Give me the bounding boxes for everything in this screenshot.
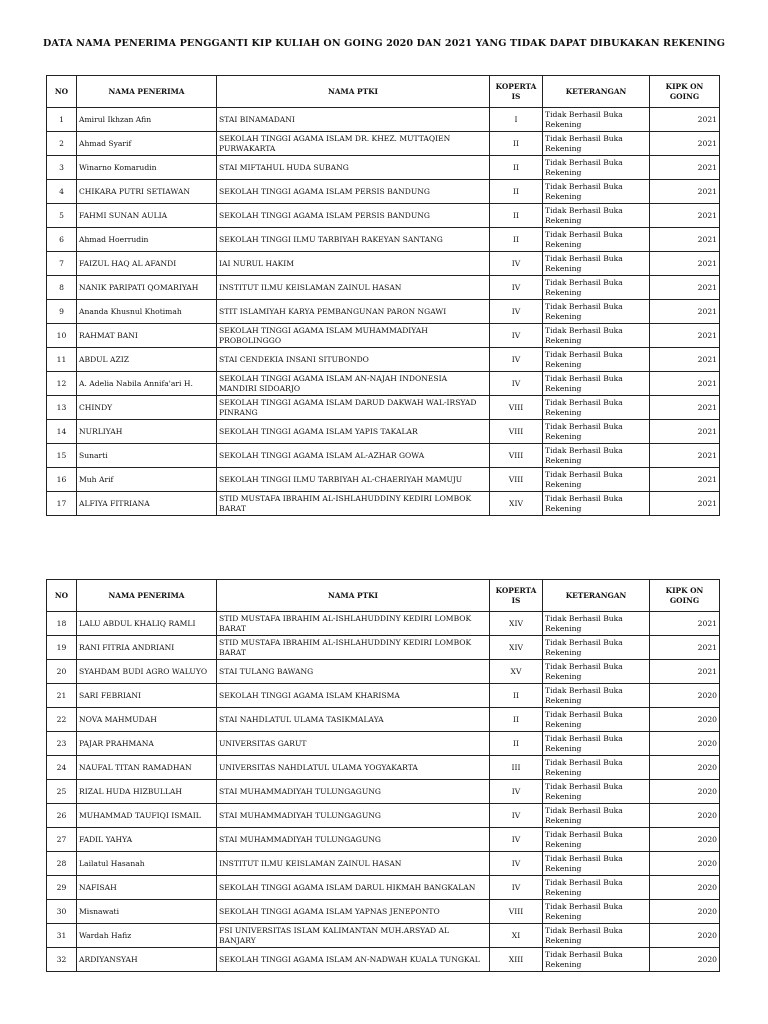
- table-row: [47, 108, 720, 132]
- cell-nama-penerima: Amirul Ikhzan Afin: [77, 108, 217, 132]
- cell-keterangan: Tidak Berhasil Buka Rekening: [543, 756, 650, 780]
- header-kipk-on-going: KIPK ON GOING: [650, 76, 720, 108]
- header-kopertais: KOPERTA IS: [490, 76, 543, 108]
- table-row: [47, 444, 720, 468]
- cell-nama-ptki: STID MUSTAFA IBRAHIM AL-ISHLAHUDDINY KEDIRI LOMBOK BARAT: [217, 492, 490, 516]
- cell-kopertais: XIV: [490, 492, 543, 516]
- table-row: [47, 948, 720, 972]
- cell-kipk-year: 2020: [650, 756, 720, 780]
- cell-keterangan: Tidak Berhasil Buka Rekening: [543, 276, 650, 300]
- cell-no: 18: [47, 612, 77, 636]
- header-nama-penerima: NAMA PENERIMA: [77, 76, 217, 108]
- cell-nama-ptki: STAI MUHAMMADIYAH TULUNGAGUNG: [217, 828, 490, 852]
- cell-kipk-year: 2021: [650, 660, 720, 684]
- cell-no: 24: [47, 756, 77, 780]
- cell-kipk-year: 2021: [650, 372, 720, 396]
- table-row: [47, 252, 720, 276]
- cell-kipk-year: 2021: [650, 468, 720, 492]
- header-kipk-on-going: KIPK ON GOING: [650, 580, 720, 612]
- cell-no: 17: [47, 492, 77, 516]
- cell-kopertais: XIV: [490, 636, 543, 660]
- cell-nama-ptki: SEKOLAH TINGGI AGAMA ISLAM AN-NAJAH INDONESIA MANDIRI SIDOARJO: [217, 372, 490, 396]
- cell-nama-penerima: NANIK PARIPATI QOMARIYAH: [77, 276, 217, 300]
- cell-kopertais: II: [490, 156, 543, 180]
- cell-no: 25: [47, 780, 77, 804]
- cell-no: 21: [47, 684, 77, 708]
- cell-kipk-year: 2020: [650, 900, 720, 924]
- cell-kipk-year: 2021: [650, 156, 720, 180]
- cell-nama-ptki: SEKOLAH TINGGI AGAMA ISLAM PERSIS BANDUNG: [217, 204, 490, 228]
- header-nama-ptki: NAMA PTKI: [217, 76, 490, 108]
- cell-nama-ptki: STAI TULANG BAWANG: [217, 660, 490, 684]
- cell-no: 1: [47, 108, 77, 132]
- table-row: [47, 636, 720, 660]
- cell-nama-penerima: CHINDY: [77, 396, 217, 420]
- cell-kopertais: IV: [490, 828, 543, 852]
- cell-keterangan: Tidak Berhasil Buka Rekening: [543, 780, 650, 804]
- cell-no: 7: [47, 252, 77, 276]
- cell-nama-penerima: ABDUL AZIZ: [77, 348, 217, 372]
- cell-kopertais: VIII: [490, 444, 543, 468]
- cell-nama-penerima: Sunarti: [77, 444, 217, 468]
- cell-no: 23: [47, 732, 77, 756]
- header-nama-penerima: NAMA PENERIMA: [77, 580, 217, 612]
- cell-kipk-year: 2021: [650, 348, 720, 372]
- cell-kipk-year: 2021: [650, 444, 720, 468]
- cell-keterangan: Tidak Berhasil Buka Rekening: [543, 396, 650, 420]
- cell-kipk-year: 2021: [650, 420, 720, 444]
- cell-kopertais: IV: [490, 876, 543, 900]
- cell-no: 12: [47, 372, 77, 396]
- cell-keterangan: Tidak Berhasil Buka Rekening: [543, 228, 650, 252]
- cell-kipk-year: 2020: [650, 828, 720, 852]
- cell-nama-ptki: SEKOLAH TINGGI AGAMA ISLAM KHARISMA: [217, 684, 490, 708]
- cell-keterangan: Tidak Berhasil Buka Rekening: [543, 468, 650, 492]
- cell-no: 32: [47, 948, 77, 972]
- cell-nama-penerima: Wardah Hafiz: [77, 924, 217, 948]
- cell-kipk-year: 2020: [650, 876, 720, 900]
- table-row: [47, 756, 720, 780]
- cell-nama-ptki: SEKOLAH TINGGI ILMU TARBIYAH AL-CHAERIYAH MAMUJU: [217, 468, 490, 492]
- table-row: [47, 228, 720, 252]
- cell-nama-ptki: SEKOLAH TINGGI AGAMA ISLAM AL-AZHAR GOWA: [217, 444, 490, 468]
- cell-no: 6: [47, 228, 77, 252]
- cell-nama-penerima: LALU ABDUL KHALIQ RAMLI: [77, 612, 217, 636]
- cell-nama-penerima: SYAHDAM BUDI AGRO WALUYO: [77, 660, 217, 684]
- cell-nama-ptki: UNIVERSITAS GARUT: [217, 732, 490, 756]
- cell-keterangan: Tidak Berhasil Buka Rekening: [543, 492, 650, 516]
- header-nama-ptki: NAMA PTKI: [217, 580, 490, 612]
- cell-nama-ptki: STAI MIFTAHUL HUDA SUBANG: [217, 156, 490, 180]
- cell-kopertais: IV: [490, 252, 543, 276]
- cell-nama-penerima: A. Adelia Nabila Annifa'ari H.: [77, 372, 217, 396]
- cell-no: 11: [47, 348, 77, 372]
- cell-kipk-year: 2020: [650, 852, 720, 876]
- table-row: [47, 300, 720, 324]
- cell-no: 29: [47, 876, 77, 900]
- recipients-table-1: [46, 75, 720, 516]
- table-row: [47, 924, 720, 948]
- cell-kopertais: VIII: [490, 420, 543, 444]
- cell-kopertais: XI: [490, 924, 543, 948]
- cell-kopertais: VIII: [490, 900, 543, 924]
- cell-nama-ptki: FSI UNIVERSITAS ISLAM KALIMANTAN MUH.ARSYAD AL BANJARY: [217, 924, 490, 948]
- cell-kopertais: II: [490, 204, 543, 228]
- cell-kipk-year: 2020: [650, 780, 720, 804]
- cell-nama-ptki: STIT ISLAMIYAH KARYA PEMBANGUNAN PARON NGAWI: [217, 300, 490, 324]
- table-row: [47, 612, 720, 636]
- cell-kipk-year: 2021: [650, 252, 720, 276]
- cell-nama-penerima: FADIL YAHYA: [77, 828, 217, 852]
- table-row: [47, 492, 720, 516]
- cell-nama-ptki: SEKOLAH TINGGI AGAMA ISLAM DARUD DAKWAH WAL-IRSYAD PINRANG: [217, 396, 490, 420]
- cell-no: 27: [47, 828, 77, 852]
- cell-nama-penerima: ARDIYANSYAH: [77, 948, 217, 972]
- cell-nama-penerima: NOVA MAHMUDAH: [77, 708, 217, 732]
- cell-nama-penerima: Misnawati: [77, 900, 217, 924]
- cell-no: 10: [47, 324, 77, 348]
- cell-nama-penerima: RAHMAT BANI: [77, 324, 217, 348]
- table-row: [47, 804, 720, 828]
- cell-nama-penerima: RIZAL HUDA HIZBULLAH: [77, 780, 217, 804]
- cell-nama-ptki: UNIVERSITAS NAHDLATUL ULAMA YOGYAKARTA: [217, 756, 490, 780]
- cell-no: 26: [47, 804, 77, 828]
- cell-keterangan: Tidak Berhasil Buka Rekening: [543, 732, 650, 756]
- cell-kopertais: I: [490, 108, 543, 132]
- cell-nama-penerima: PAJAR PRAHMANA: [77, 732, 217, 756]
- cell-keterangan: Tidak Berhasil Buka Rekening: [543, 348, 650, 372]
- cell-keterangan: Tidak Berhasil Buka Rekening: [543, 804, 650, 828]
- cell-keterangan: Tidak Berhasil Buka Rekening: [543, 444, 650, 468]
- cell-nama-ptki: INSTITUT ILMU KEISLAMAN ZAINUL HASAN: [217, 852, 490, 876]
- cell-keterangan: Tidak Berhasil Buka Rekening: [543, 660, 650, 684]
- cell-keterangan: Tidak Berhasil Buka Rekening: [543, 132, 650, 156]
- cell-no: 28: [47, 852, 77, 876]
- cell-no: 19: [47, 636, 77, 660]
- cell-kipk-year: 2021: [650, 180, 720, 204]
- header-no: NO: [47, 580, 77, 612]
- header-keterangan: KETERANGAN: [543, 76, 650, 108]
- cell-nama-ptki: STAI MUHAMMADIYAH TULUNGAGUNG: [217, 780, 490, 804]
- cell-kipk-year: 2021: [650, 276, 720, 300]
- cell-kopertais: II: [490, 132, 543, 156]
- cell-kipk-year: 2020: [650, 708, 720, 732]
- cell-kopertais: III: [490, 756, 543, 780]
- cell-kopertais: IV: [490, 276, 543, 300]
- cell-kipk-year: 2021: [650, 204, 720, 228]
- cell-no: 3: [47, 156, 77, 180]
- table-row: [47, 156, 720, 180]
- cell-kopertais: II: [490, 708, 543, 732]
- cell-nama-penerima: Ananda Khusnul Khotimah: [77, 300, 217, 324]
- table-body-2: [47, 612, 720, 972]
- table-row: [47, 660, 720, 684]
- cell-no: 16: [47, 468, 77, 492]
- table-row: [47, 204, 720, 228]
- cell-keterangan: Tidak Berhasil Buka Rekening: [543, 324, 650, 348]
- cell-nama-ptki: SEKOLAH TINGGI AGAMA ISLAM PERSIS BANDUNG: [217, 180, 490, 204]
- header-kopertais: KOPERTA IS: [490, 580, 543, 612]
- cell-kopertais: XV: [490, 660, 543, 684]
- cell-kopertais: IV: [490, 804, 543, 828]
- cell-no: 22: [47, 708, 77, 732]
- cell-kipk-year: 2020: [650, 924, 720, 948]
- cell-nama-ptki: STAI NAHDLATUL ULAMA TASIKMALAYA: [217, 708, 490, 732]
- cell-keterangan: Tidak Berhasil Buka Rekening: [543, 108, 650, 132]
- cell-keterangan: Tidak Berhasil Buka Rekening: [543, 420, 650, 444]
- cell-keterangan: Tidak Berhasil Buka Rekening: [543, 852, 650, 876]
- cell-kipk-year: 2020: [650, 684, 720, 708]
- cell-kipk-year: 2021: [650, 492, 720, 516]
- cell-nama-ptki: SEKOLAH TINGGI AGAMA ISLAM AN-NADWAH KUALA TUNGKAL: [217, 948, 490, 972]
- cell-nama-ptki: SEKOLAH TINGGI AGAMA ISLAM DARUL HIKMAH BANGKALAN: [217, 876, 490, 900]
- table-row: [47, 708, 720, 732]
- table-row: [47, 900, 720, 924]
- cell-nama-penerima: SARI FEBRIANI: [77, 684, 217, 708]
- cell-nama-penerima: Lailatul Hasanah: [77, 852, 217, 876]
- cell-kopertais: IV: [490, 348, 543, 372]
- cell-nama-penerima: NURLIYAH: [77, 420, 217, 444]
- cell-keterangan: Tidak Berhasil Buka Rekening: [543, 180, 650, 204]
- cell-keterangan: Tidak Berhasil Buka Rekening: [543, 924, 650, 948]
- cell-kipk-year: 2021: [650, 108, 720, 132]
- cell-nama-ptki: STID MUSTAFA IBRAHIM AL-ISHLAHUDDINY KEDIRI LOMBOK BARAT: [217, 612, 490, 636]
- cell-keterangan: Tidak Berhasil Buka Rekening: [543, 300, 650, 324]
- cell-keterangan: Tidak Berhasil Buka Rekening: [543, 708, 650, 732]
- cell-keterangan: Tidak Berhasil Buka Rekening: [543, 156, 650, 180]
- cell-nama-ptki: SEKOLAH TINGGI AGAMA ISLAM YAPNAS JENEPONTO: [217, 900, 490, 924]
- cell-keterangan: Tidak Berhasil Buka Rekening: [543, 948, 650, 972]
- table-row: [47, 732, 720, 756]
- cell-nama-penerima: NAUFAL TITAN RAMADHAN: [77, 756, 217, 780]
- cell-no: 30: [47, 900, 77, 924]
- cell-nama-penerima: Muh Arif: [77, 468, 217, 492]
- cell-kipk-year: 2021: [650, 300, 720, 324]
- cell-no: 15: [47, 444, 77, 468]
- cell-keterangan: Tidak Berhasil Buka Rekening: [543, 204, 650, 228]
- table-row: [47, 828, 720, 852]
- cell-kopertais: XIV: [490, 612, 543, 636]
- cell-kipk-year: 2021: [650, 324, 720, 348]
- table-row: [47, 420, 720, 444]
- cell-kipk-year: 2021: [650, 612, 720, 636]
- cell-kopertais: VIII: [490, 396, 543, 420]
- document-title: DATA NAMA PENERIMA PENGGANTI KIP KULIAH ON GOING 2020 DAN 2021 YANG TIDAK DAPAT DIBUKAKAN REKENING: [42, 38, 726, 49]
- table-body-1: [47, 108, 720, 516]
- cell-no: 13: [47, 396, 77, 420]
- cell-nama-penerima: Winarno Komarudin: [77, 156, 217, 180]
- cell-kipk-year: 2020: [650, 948, 720, 972]
- cell-keterangan: Tidak Berhasil Buka Rekening: [543, 612, 650, 636]
- cell-nama-penerima: MUHAMMAD TAUFIQI ISMAIL: [77, 804, 217, 828]
- cell-nama-ptki: IAI NURUL HAKIM: [217, 252, 490, 276]
- table-row: [47, 780, 720, 804]
- cell-keterangan: Tidak Berhasil Buka Rekening: [543, 684, 650, 708]
- cell-kopertais: II: [490, 180, 543, 204]
- table-row: [47, 180, 720, 204]
- cell-kipk-year: 2021: [650, 396, 720, 420]
- cell-nama-ptki: SEKOLAH TINGGI AGAMA ISLAM DR. KHEZ. MUTTAQIEN PURWAKARTA: [217, 132, 490, 156]
- cell-kopertais: IV: [490, 780, 543, 804]
- cell-keterangan: Tidak Berhasil Buka Rekening: [543, 900, 650, 924]
- cell-no: 20: [47, 660, 77, 684]
- cell-no: 9: [47, 300, 77, 324]
- cell-nama-ptki: STAI BINAMADANI: [217, 108, 490, 132]
- table-row: [47, 468, 720, 492]
- cell-no: 5: [47, 204, 77, 228]
- cell-nama-penerima: Ahmad Hoerrudin: [77, 228, 217, 252]
- table-row: [47, 876, 720, 900]
- table-header-row: [47, 580, 720, 612]
- cell-kipk-year: 2021: [650, 636, 720, 660]
- table-row: [47, 396, 720, 420]
- cell-no: 14: [47, 420, 77, 444]
- cell-nama-ptki: STID MUSTAFA IBRAHIM AL-ISHLAHUDDINY KEDIRI LOMBOK BARAT: [217, 636, 490, 660]
- table-row: [47, 372, 720, 396]
- table-row: [47, 324, 720, 348]
- cell-kopertais: II: [490, 684, 543, 708]
- cell-kopertais: XIII: [490, 948, 543, 972]
- cell-kopertais: IV: [490, 324, 543, 348]
- table-row: [47, 132, 720, 156]
- cell-nama-ptki: SEKOLAH TINGGI ILMU TARBIYAH RAKEYAN SANTANG: [217, 228, 490, 252]
- cell-nama-ptki: STAI CENDEKIA INSANI SITUBONDO: [217, 348, 490, 372]
- cell-kipk-year: 2021: [650, 132, 720, 156]
- cell-nama-ptki: INSTITUT ILMU KEISLAMAN ZAINUL HASAN: [217, 276, 490, 300]
- cell-no: 31: [47, 924, 77, 948]
- cell-keterangan: Tidak Berhasil Buka Rekening: [543, 636, 650, 660]
- cell-nama-penerima: NAFISAH: [77, 876, 217, 900]
- cell-keterangan: Tidak Berhasil Buka Rekening: [543, 252, 650, 276]
- cell-kipk-year: 2020: [650, 804, 720, 828]
- cell-kipk-year: 2021: [650, 228, 720, 252]
- cell-kopertais: II: [490, 732, 543, 756]
- table-header-row: [47, 76, 720, 108]
- recipients-table-2: [46, 579, 720, 972]
- cell-kopertais: IV: [490, 372, 543, 396]
- cell-no: 2: [47, 132, 77, 156]
- cell-keterangan: Tidak Berhasil Buka Rekening: [543, 828, 650, 852]
- cell-kipk-year: 2020: [650, 732, 720, 756]
- header-keterangan: KETERANGAN: [543, 580, 650, 612]
- table-row: [47, 276, 720, 300]
- cell-no: 4: [47, 180, 77, 204]
- cell-nama-penerima: RANI FITRIA ANDRIANI: [77, 636, 217, 660]
- table-row: [47, 684, 720, 708]
- cell-kopertais: VIII: [490, 468, 543, 492]
- cell-keterangan: Tidak Berhasil Buka Rekening: [543, 876, 650, 900]
- cell-nama-penerima: Ahmad Syarif: [77, 132, 217, 156]
- cell-nama-penerima: FAHMI SUNAN AULIA: [77, 204, 217, 228]
- table-row: [47, 348, 720, 372]
- cell-no: 8: [47, 276, 77, 300]
- cell-kopertais: IV: [490, 852, 543, 876]
- cell-kopertais: II: [490, 228, 543, 252]
- cell-nama-ptki: SEKOLAH TINGGI AGAMA ISLAM MUHAMMADIYAH PROBOLINGGO: [217, 324, 490, 348]
- header-no: NO: [47, 76, 77, 108]
- table-row: [47, 852, 720, 876]
- cell-nama-ptki: STAI MUHAMMADIYAH TULUNGAGUNG: [217, 804, 490, 828]
- cell-nama-penerima: CHIKARA PUTRI SETIAWAN: [77, 180, 217, 204]
- cell-nama-ptki: SEKOLAH TINGGI AGAMA ISLAM YAPIS TAKALAR: [217, 420, 490, 444]
- cell-keterangan: Tidak Berhasil Buka Rekening: [543, 372, 650, 396]
- cell-nama-penerima: ALFIYA FITRIANA: [77, 492, 217, 516]
- cell-kopertais: IV: [490, 300, 543, 324]
- cell-nama-penerima: FAIZUL HAQ AL AFANDI: [77, 252, 217, 276]
